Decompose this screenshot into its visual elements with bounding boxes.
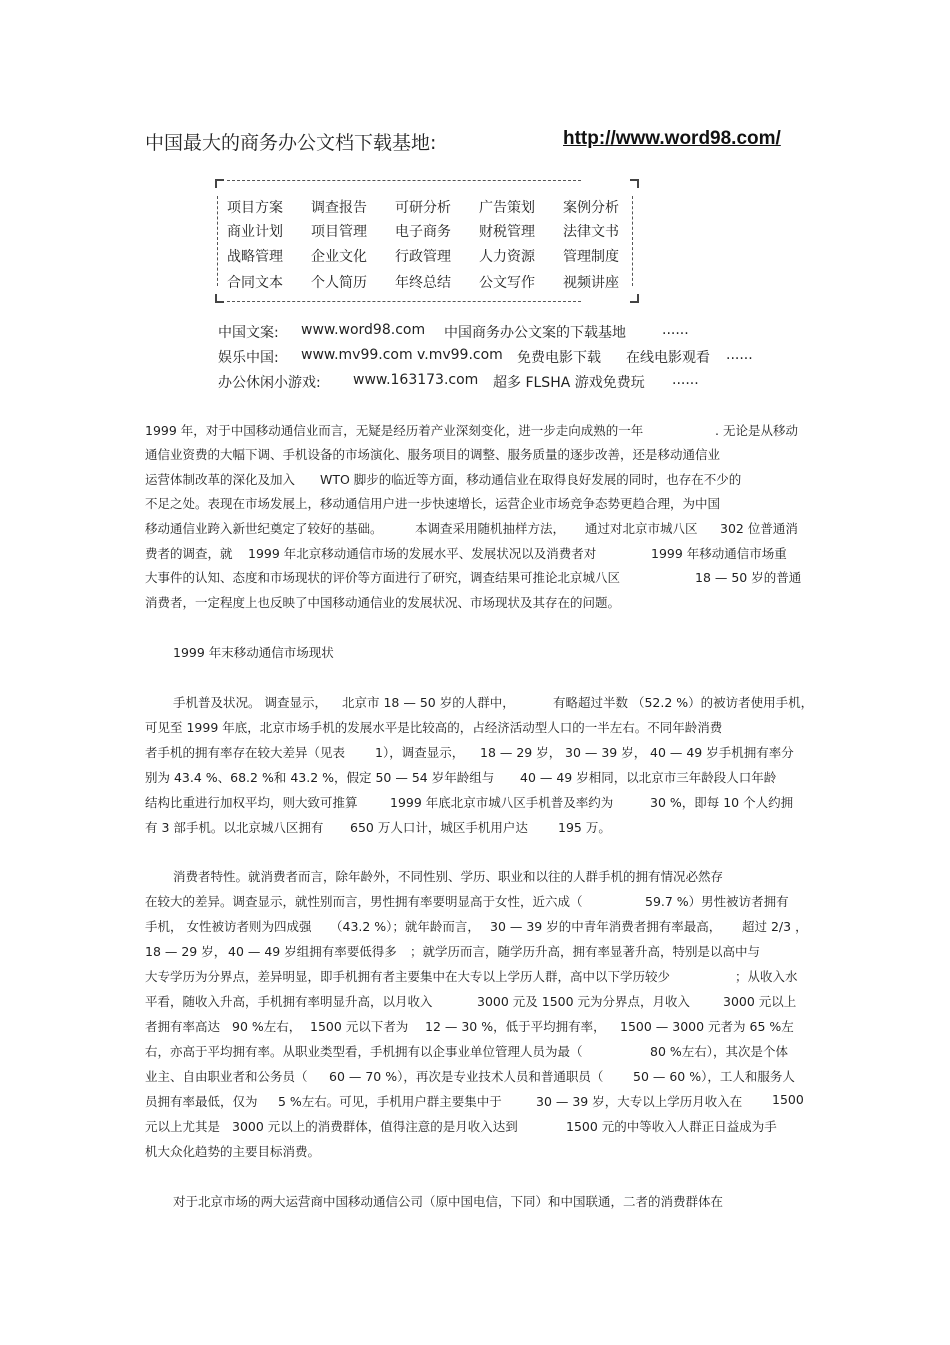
text-segment: 员拥有率最低，仅为 [145, 1094, 258, 1109]
menu-item[interactable]: 管理制度 [563, 249, 619, 265]
text-segment: 右，亦高于平均拥有率。从职业类型看，手机拥有以企事业单位管理人员为最（ [145, 1044, 583, 1059]
text-segment: 1999 年北京移动通信市场的发展水平、发展状况以及消费者对 [248, 546, 597, 561]
menu-item[interactable]: 电子商务 [395, 224, 451, 240]
text-segment: 3000 元以上 [723, 994, 797, 1009]
text-segment: 3000 元及 1500 元为分界点，月收入 [477, 994, 691, 1009]
menu-item[interactable]: 案例分析 [563, 200, 619, 216]
text-segment: WTO 脚步的临近等方面，移动通信业在取得良好发展的同时，也存在不少的 [320, 472, 742, 487]
corner-bottom-right [630, 294, 639, 303]
text-segment: 通信业资费的大幅下调、手机设备的市场演化、服务项目的调整、服务质量的逐步改善，还是移动通信业 [145, 447, 721, 462]
link-desc: 超多 FLSHA 游戏免费玩 [493, 375, 645, 391]
text-segment: 18 — 50 岁的普通 [695, 570, 802, 585]
text-segment: 18 — 29 岁， [480, 745, 562, 760]
menu-item[interactable]: 商业计划 [227, 224, 283, 240]
text-segment: 结构比重进行加权平均，则大致可推算 [145, 795, 358, 810]
text-segment: 有略超过半数 （52.2 %）的被访者使用手机， [553, 695, 814, 710]
menu-item[interactable]: 项目管理 [311, 224, 367, 240]
corner-top-right [630, 179, 639, 188]
menu-item[interactable]: 财税管理 [479, 224, 535, 240]
text-segment: 1999 年，对于中国移动通信业而言，无疑是经历着产业深刻变化，进一步走向成熟的一年 [145, 423, 644, 438]
top-dashed-line [227, 180, 581, 181]
text-segment: 手机普及状况。 调查显示， [173, 695, 327, 710]
link-more[interactable]: ...... [672, 372, 699, 388]
text-segment: 90 %左右， [232, 1019, 302, 1034]
text-segment: 1500 元的中等收入人群正日益成为手 [566, 1119, 777, 1134]
menu-item[interactable]: 视频讲座 [563, 275, 619, 291]
text-segment: 302 位普通消 [720, 521, 798, 536]
text-segment: 机大众化趋势的主要目标消费。 [145, 1144, 321, 1159]
link-more[interactable]: ...... [662, 322, 689, 338]
link-label: 娱乐中国: [218, 350, 279, 366]
text-segment: . 无论是从移动 [715, 423, 798, 438]
text-segment: 可见至 1999 年底，北京市场手机的发展水平是比较高的，占经济活动型人口的一半左右。不同年龄消费 [145, 720, 723, 735]
text-segment: 12 — 30 %，低于平均拥有率， [425, 1019, 606, 1034]
text-line: 对于北京市场的两大运营商中国移动通信公司（原中国电信，下同）和中国联通，二者的消费群体在 [173, 1194, 724, 1209]
link-url[interactable]: www.163173.com [353, 372, 479, 388]
text-segment: 30 — 39 岁， [565, 745, 647, 760]
menu-item[interactable]: 年终总结 [395, 275, 451, 291]
text-segment: （43.2 %）；就年龄而言， [330, 919, 480, 934]
text-segment: 平看，随收入升高，手机拥有率明显升高，以月收入 [145, 994, 433, 1009]
text-segment: 不足之处。表现在市场发展上，移动通信用户进一步快速增长，运营企业市场竞争态势更趋合理，为中国 [145, 496, 721, 511]
header-title: 中国最大的商务办公文档下载基地: [145, 132, 437, 154]
right-dashed-line [632, 196, 633, 286]
link-label: 办公休闲小游戏: [218, 375, 321, 391]
text-segment: 在较大的差异。调查显示，就性别而言，男性拥有率要明显高于女性，近六成（ [145, 894, 583, 909]
text-segment: 3000 元以上的消费群体，值得注意的是月收入达到 [232, 1119, 518, 1134]
link-more[interactable]: ...... [726, 347, 753, 363]
text-segment: 1500 [772, 1092, 804, 1107]
text-segment: 超过 2/3 ， [742, 919, 808, 934]
link-label: 中国文案: [218, 325, 279, 341]
menu-item[interactable]: 调查报告 [311, 200, 367, 216]
text-segment: 别为 43.4 %、68.2 %和 43.2 %，假定 50 — 54 岁年龄组与 [145, 770, 495, 785]
text-segment: 通过对北京市城八区 [585, 521, 698, 536]
link-url[interactable]: www.mv99.com v.mv99.com [301, 347, 503, 363]
text-segment: 80 %左右），其次是个体 [650, 1044, 789, 1059]
text-segment: 650 万人口计，城区手机用户达 [350, 820, 528, 835]
text-segment: 北京市 18 — 50 岁的人群中， [342, 695, 515, 710]
text-segment: 59.7 %）男性被访者拥有 [645, 894, 789, 909]
menu-item[interactable]: 法律文书 [563, 224, 619, 240]
text-segment: 大事件的认知、态度和市场现状的评价等方面进行了研究，调查结果可推论北京城八区 [145, 570, 621, 585]
text-segment: 60 — 70 %），再次是专业技术人员和普通职员（ [329, 1069, 604, 1084]
text-segment: 1999 年移动通信市场重 [651, 546, 787, 561]
corner-top-left [215, 179, 224, 188]
category-menu-box [215, 176, 639, 306]
header-url-link[interactable]: http://www.word98.com/ [563, 128, 781, 149]
text-segment: 有 3 部手机。以北京城八区拥有 [145, 820, 324, 835]
text-segment: 元以上尤其是 [145, 1119, 221, 1134]
text-segment: 消费者特性。就消费者而言，除年龄外，不同性别、学历、职业和以往的人群手机的拥有情况必然存 [173, 869, 724, 884]
text-segment: 195 万。 [558, 820, 611, 835]
text-segment: 消费者，一定程度上也反映了中国移动通信业的发展状况、市场现状及其存在的问题。 [145, 595, 621, 610]
text-segment: 费者的调查，就 [145, 546, 233, 561]
text-segment: 50 — 60 %），工人和服务人 [633, 1069, 795, 1084]
text-segment: 1500 元以下者为 [310, 1019, 409, 1034]
text-segment: ；从收入水 [735, 969, 798, 984]
menu-item[interactable]: 战略管理 [227, 249, 283, 265]
text-segment: 40 — 49 岁相同，以北京市三年龄段人口年龄 [520, 770, 777, 785]
text-segment: 本调查采用随机抽样方法， [415, 521, 566, 536]
menu-item[interactable]: 企业文化 [311, 249, 367, 265]
text-segment: ；就学历而言，随学历升高，拥有率显著升高，特别是以高中与 [410, 944, 761, 959]
bottom-dashed-line [227, 301, 581, 302]
text-segment: 业主、自由职业者和公务员（ [145, 1069, 308, 1084]
section-heading: 1999 年末移动通信市场现状 [173, 645, 334, 660]
menu-item[interactable]: 广告策划 [479, 200, 535, 216]
text-segment: 运营体制改革的深化及加入 [145, 472, 296, 487]
text-segment: 5 %左右。可见，手机用户群主要集中于 [278, 1094, 502, 1109]
text-segment: 者手机的拥有率存在较大差异（见表 [145, 745, 346, 760]
text-segment: 30 %，即每 10 个人约拥 [650, 795, 794, 810]
text-segment: 30 — 39 岁的中青年消费者拥有率最高， [490, 919, 722, 934]
corner-bottom-left [215, 294, 224, 303]
menu-item[interactable]: 行政管理 [395, 249, 451, 265]
text-segment: 1999 年底北京市城八区手机普及率约为 [390, 795, 614, 810]
text-segment: 1），调查显示， [375, 745, 465, 760]
text-segment: 手机， 女性被访者则为四成强 [145, 919, 312, 934]
link-desc: 在线电影观看 [626, 350, 710, 366]
text-segment: 30 — 39 岁，大专以上学历月收入在 [536, 1094, 743, 1109]
menu-item[interactable]: 项目方案 [227, 200, 283, 216]
menu-item[interactable]: 公文写作 [479, 275, 535, 291]
text-segment: 40 — 49 岁组拥有率要低得多 [228, 944, 397, 959]
text-segment: 大专学历为分界点，差异明显，即手机拥有者主要集中在大专以上学历人群，高中以下学历较少 [145, 969, 671, 984]
menu-item[interactable]: 人力资源 [479, 249, 535, 265]
text-segment: 者拥有率高达 [145, 1019, 221, 1034]
link-url[interactable]: www.word98.com [301, 322, 426, 338]
text-segment: 18 — 29 岁， [145, 944, 227, 959]
menu-item[interactable]: 合同文本 [227, 275, 283, 291]
menu-item[interactable]: 个人简历 [311, 275, 367, 291]
text-segment: 移动通信业跨入新世纪奠定了较好的基础。 [145, 521, 383, 536]
menu-item[interactable]: 可研分析 [395, 200, 451, 216]
left-dashed-line [217, 196, 218, 286]
link-desc: 中国商务办公文案的下载基地 [444, 325, 626, 341]
text-segment: 1500 — 3000 元者为 65 %左 [620, 1019, 794, 1034]
link-desc: 免费电影下载 [517, 350, 601, 366]
text-segment: 40 — 49 岁手机拥有率分 [650, 745, 794, 760]
